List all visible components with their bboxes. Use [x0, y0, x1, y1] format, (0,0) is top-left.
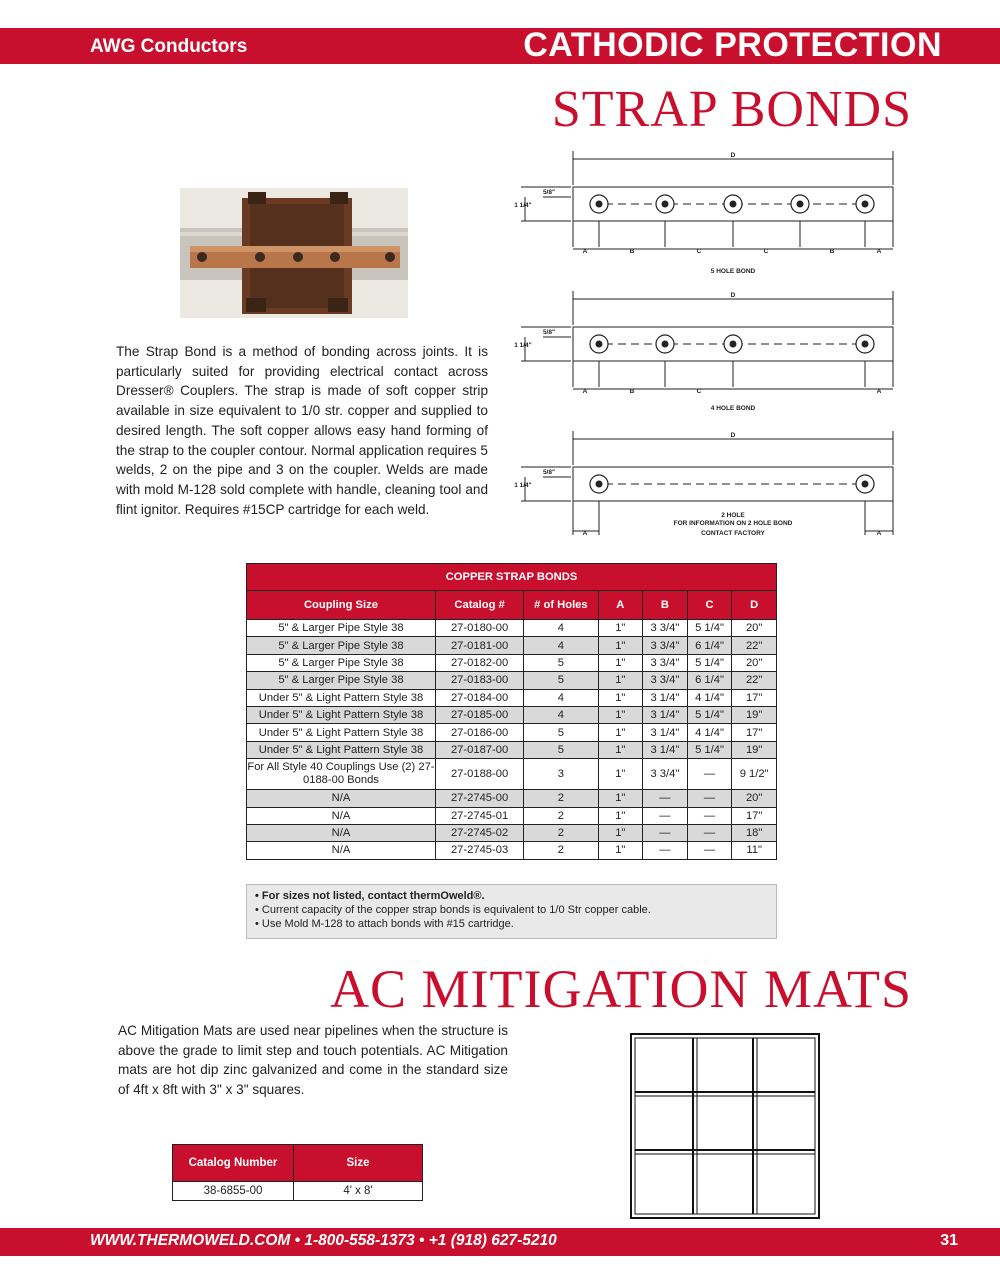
- col-c: C: [687, 591, 732, 620]
- svg-text:1 1/4": 1 1/4": [514, 482, 532, 489]
- website-link[interactable]: WWW.THERMOWELD.COM: [90, 1232, 291, 1249]
- label-5-hole: 5 HOLE BOND: [710, 268, 756, 275]
- section-label: AWG Conductors: [90, 36, 248, 57]
- svg-text:B: B: [629, 388, 635, 395]
- col-size: Size: [294, 1145, 423, 1182]
- table-row: 5" & Larger Pipe Style 38 27-0180-00 4 1" 3 3/4" 5 1/4" 20": [247, 620, 777, 637]
- mat-grid-drawing: [630, 1033, 820, 1219]
- table-row: Under 5" & Light Pattern Style 38 27-0186-00 5 1" 3 1/4" 4 1/4" 17": [247, 724, 777, 741]
- strap-bond-photo: [180, 188, 408, 318]
- strap-bond-drawings: [505, 145, 905, 545]
- col-d: D: [732, 591, 777, 620]
- copper-strap-bonds-table: [246, 563, 777, 860]
- table-row: Under 5" & Light Pattern Style 38 27-0187-00 5 1" 3 1/4" 5 1/4" 19": [247, 741, 777, 758]
- note-item: • Use Mold M-128 to attach bonds with #15 cartridge.: [255, 918, 514, 930]
- table-row: N/A 27-2745-00 2 1" — — 20": [247, 790, 777, 807]
- svg-text:FOR INFORMATION ON 2 HOLE BOND: FOR INFORMATION ON 2 HOLE BOND: [673, 520, 793, 527]
- svg-text:D: D: [730, 432, 736, 439]
- svg-text:A: A: [876, 248, 882, 255]
- col-a: A: [598, 591, 643, 620]
- svg-text:A: A: [876, 388, 882, 395]
- svg-text:C: C: [763, 248, 769, 255]
- table-caption: COPPER STRAP BONDS: [247, 564, 777, 591]
- mats-table: [172, 1144, 423, 1201]
- mats-title: AC MITIGATION MATS: [330, 959, 912, 1019]
- col-coupling-size: Coupling Size: [247, 591, 436, 620]
- svg-text:B: B: [829, 248, 835, 255]
- col-b: B: [643, 591, 688, 620]
- svg-text:A: A: [582, 388, 588, 395]
- table-row: N/A 27-2745-03 2 1" — — 11": [247, 842, 777, 859]
- table-row: 5" & Larger Pipe Style 38 27-0182-00 5 1" 3 3/4" 5 1/4" 20": [247, 654, 777, 671]
- table-row: 5" & Larger Pipe Style 38 27-0181-00 4 1" 3 3/4" 6 1/4" 22": [247, 637, 777, 654]
- svg-text:B: B: [629, 248, 635, 255]
- svg-text:D: D: [730, 152, 736, 159]
- svg-text:2 HOLE: 2 HOLE: [721, 512, 745, 519]
- svg-text:A: A: [582, 248, 588, 255]
- phone-1: 1-800-558-1373: [304, 1232, 415, 1249]
- header-bar: [0, 28, 1000, 64]
- svg-text:C: C: [696, 248, 702, 255]
- svg-text:1 1/4": 1 1/4": [514, 202, 532, 209]
- svg-text:A: A: [582, 530, 588, 537]
- label-4-hole: 4 HOLE BOND: [710, 405, 756, 412]
- svg-text:5/8": 5/8": [542, 189, 556, 196]
- svg-text:5/8": 5/8": [542, 469, 556, 476]
- note-item: • For sizes not listed, contact thermOweld®.: [255, 890, 485, 902]
- table-row: N/A 27-2745-02 2 1" — — 18": [247, 824, 777, 841]
- table-row: For All Style 40 Couplings Use (2) 27-0188-00 Bonds 27-0188-00 3 1" 3 3/4" — 9 1/2": [247, 759, 777, 790]
- table-row: 5" & Larger Pipe Style 38 27-0183-00 5 1" 3 3/4" 6 1/4" 22": [247, 672, 777, 689]
- svg-text:A: A: [876, 530, 882, 537]
- col-catalog: Catalog #: [435, 591, 523, 620]
- svg-text:D: D: [730, 292, 736, 299]
- svg-text:CONTACT FACTORY: CONTACT FACTORY: [701, 530, 765, 537]
- svg-text:C: C: [696, 388, 702, 395]
- page-title: STRAP BONDS: [551, 81, 912, 138]
- page-number: 31: [940, 1232, 958, 1249]
- col-holes: # of Holes: [524, 591, 598, 620]
- table-row: Under 5" & Light Pattern Style 38 27-0184-00 4 1" 3 1/4" 4 1/4" 17": [247, 689, 777, 706]
- notes-box: [246, 884, 777, 939]
- svg-text:5/8": 5/8": [542, 329, 556, 336]
- strap-bond-description: The Strap Bond is a method of bonding across joints. It is particularly suited for providing electrical contact across Dresser® Couplers. The strap is made of soft copper strip available in size equivalent to 1/0 str. copper and supplied to desired length. The soft copper allows easy hand forming of the strap to the coupler contour. Normal application requires 5 welds, 2 on the pipe and 3 on the coupler. Welds are made with mold M-128 sold complete with handle, cleaning tool and flint ignitor. Requires #15CP cartridge for each weld.: [116, 344, 488, 517]
- table-row: 38-6855-00 4' x 8': [173, 1182, 423, 1201]
- table-row: Under 5" & Light Pattern Style 38 27-0185-00 4 1" 3 1/4" 5 1/4" 19": [247, 706, 777, 723]
- mats-description: AC Mitigation Mats are used near pipelines when the structure is above the grade to limit step and touch potentials. AC Mitigation mats are hot dip zinc galvanized and come in the standard size of 4ft x 8ft with 3" x 3" squares.: [118, 1023, 508, 1098]
- table-row: N/A 27-2745-01 2 1" — — 17": [247, 807, 777, 824]
- phone-2: +1 (918) 627-5210: [428, 1232, 557, 1249]
- footer-bar: WWW.THERMOWELD.COM • 1-800-558-1373 • +1 (918) 627-5210 31: [0, 1228, 1000, 1256]
- note-item: • Current capacity of the copper strap bonds is equivalent to 1/0 Str copper cable.: [255, 904, 651, 916]
- col-catalog-number: Catalog Number: [173, 1145, 294, 1182]
- svg-text:1 1/4": 1 1/4": [514, 342, 532, 349]
- category-title: CATHODIC PROTECTION: [523, 26, 942, 64]
